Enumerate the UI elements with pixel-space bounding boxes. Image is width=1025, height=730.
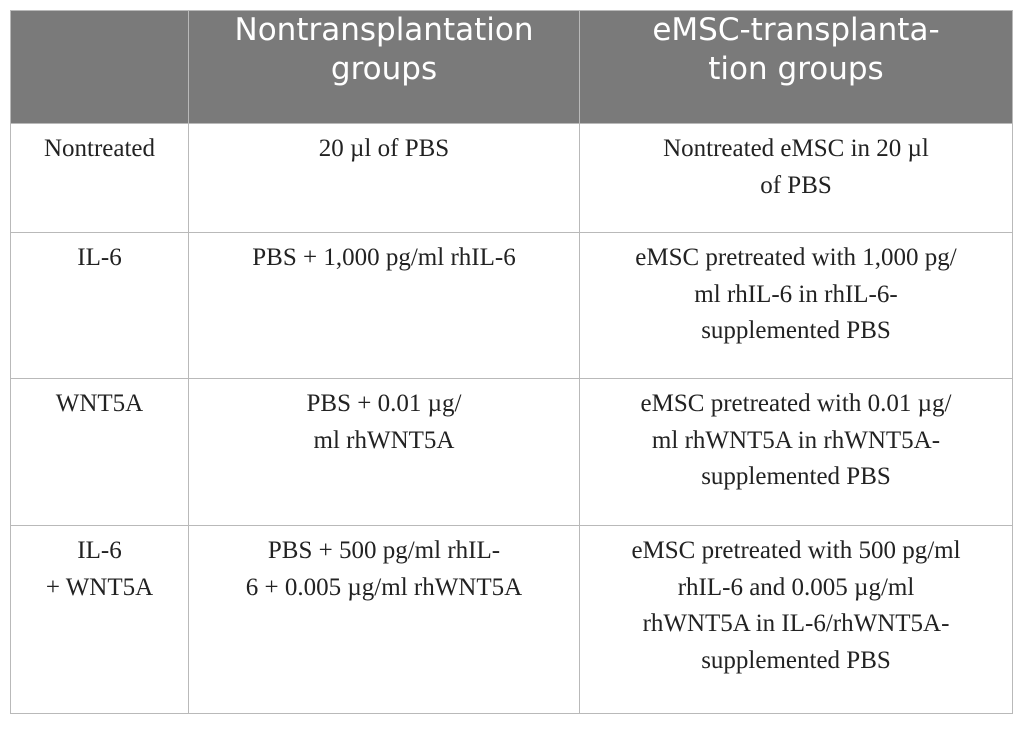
- emsc-cell: [580, 379, 1013, 526]
- group-name: IL-6: [77, 244, 122, 271]
- emsc-text: rhIL-6 and 0.005 µg/ml: [677, 573, 915, 601]
- emsc-cell: [580, 124, 1013, 233]
- table-body: [11, 124, 1013, 714]
- emsc-cell: [580, 233, 1013, 379]
- group-cell: [11, 526, 189, 714]
- table-row: [11, 526, 1013, 714]
- emsc-text: ml rhIL-6 in rhIL-6-: [694, 280, 898, 308]
- emsc-text: eMSC pretreated with 1,000 pg/: [635, 244, 957, 271]
- nontransplantation-text: ml rhWNT5A: [313, 426, 455, 454]
- nontransplantation-cell: [189, 379, 580, 526]
- group-cell: [11, 233, 189, 379]
- emsc-text: of PBS: [760, 171, 832, 199]
- header-emsc-line-1: eMSC-transplanta-: [652, 12, 940, 48]
- nontransplantation-text: PBS + 500 pg/ml rhIL-: [267, 537, 501, 564]
- table-header: [11, 11, 1013, 124]
- header-nontransplantation-line-1: Nontransplantation: [234, 12, 534, 48]
- nontransplantation-cell: [189, 233, 580, 379]
- group-name: + WNT5A: [45, 573, 154, 601]
- emsc-text: supplemented PBS: [701, 646, 891, 674]
- treatment-groups-table: [10, 10, 1013, 714]
- header-nontransplantation-line-2: groups: [330, 51, 438, 87]
- emsc-text: supplemented PBS: [701, 317, 891, 344]
- emsc-text: Nontreated eMSC in 20 µl: [663, 135, 929, 162]
- emsc-text: rhWNT5A in IL-6/rhWNT5A-: [642, 610, 950, 637]
- emsc-text: supplemented PBS: [701, 463, 891, 490]
- emsc-text: ml rhWNT5A in rhWNT5A-: [651, 426, 941, 454]
- table-row: [11, 124, 1013, 233]
- header-emsc-transplantation: [580, 11, 1013, 124]
- nontransplantation-cell: [189, 124, 580, 233]
- header-row: [11, 11, 1013, 124]
- group-cell: [11, 379, 189, 526]
- table-row: [11, 379, 1013, 526]
- header-emsc-line-2: tion groups: [708, 51, 884, 87]
- group-name: Nontreated: [43, 135, 156, 162]
- emsc-cell: [580, 526, 1013, 714]
- nontransplantation-text: 6 + 0.005 µg/ml rhWNT5A: [245, 573, 523, 601]
- group-cell: [11, 124, 189, 233]
- nontransplantation-text: PBS + 0.01 µg/: [306, 390, 462, 417]
- nontransplantation-text: PBS + 1,000 pg/ml rhIL-6: [252, 244, 516, 271]
- group-name: IL-6: [77, 537, 122, 564]
- header-nontransplantation: [189, 11, 580, 124]
- table-row: [11, 233, 1013, 379]
- emsc-text: eMSC pretreated with 500 pg/ml: [631, 537, 961, 564]
- nontransplantation-cell: [189, 526, 580, 714]
- group-name: WNT5A: [55, 390, 144, 417]
- header-group-column: [11, 11, 189, 124]
- nontransplantation-text: 20 µl of PBS: [318, 135, 450, 162]
- emsc-text: eMSC pretreated with 0.01 µg/: [640, 390, 952, 417]
